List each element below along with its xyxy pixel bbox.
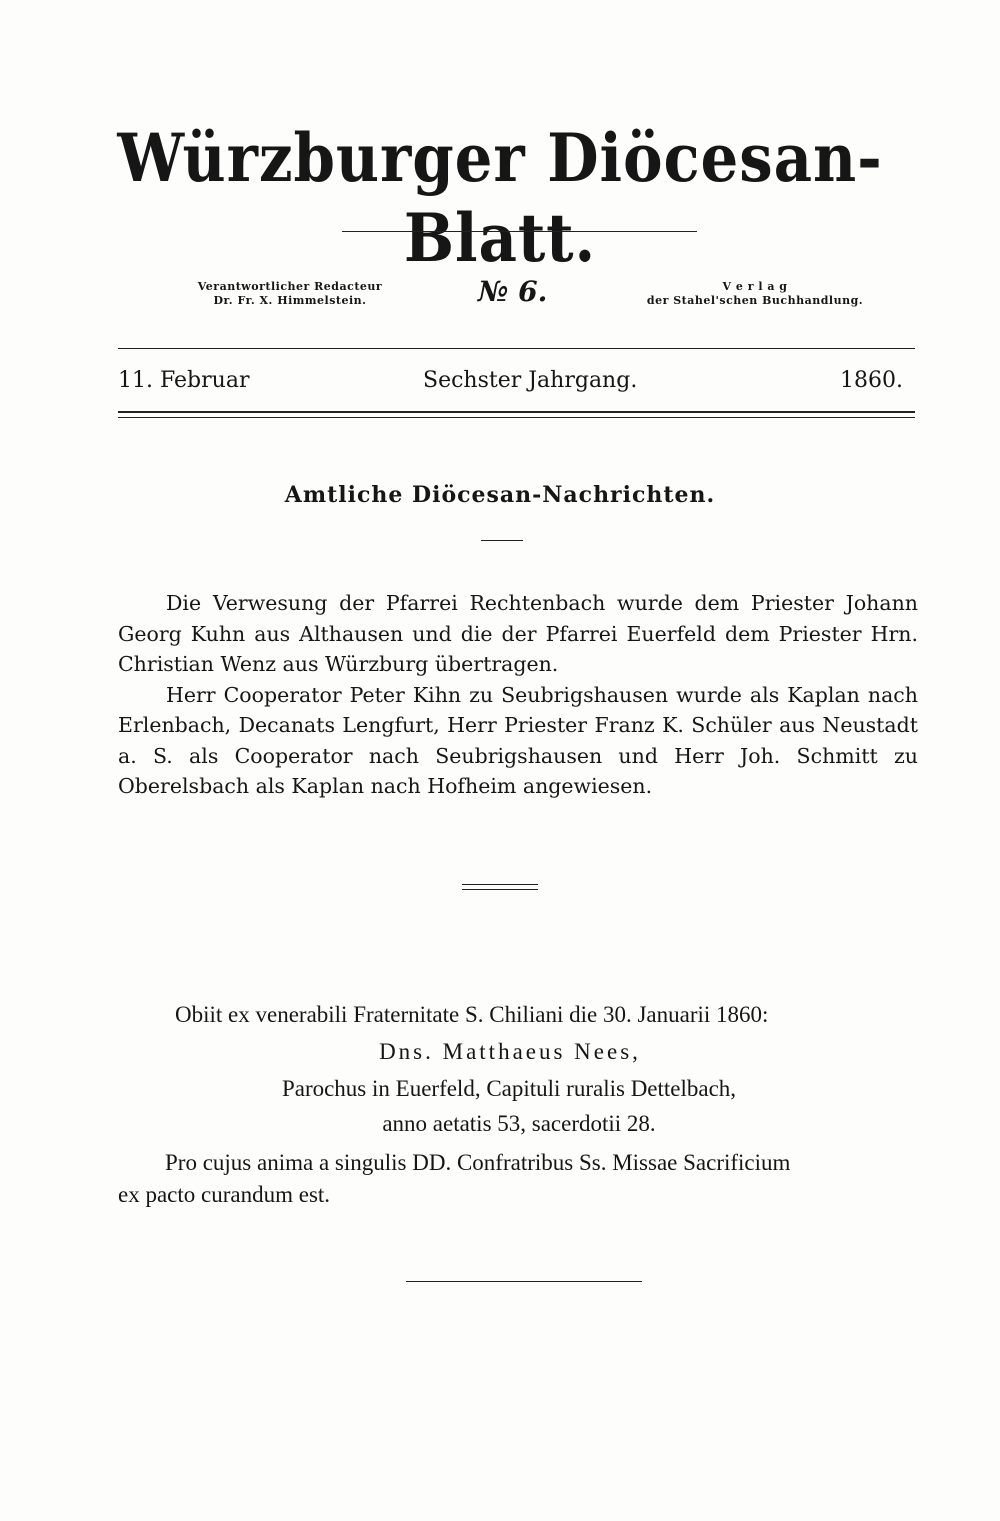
section-title: Amtliche Diöcesan-Nachrichten. [284, 482, 716, 508]
obituary-line-1: Obiit ex venerabili Fraternitate S. Chiliani die 30. Januarii 1860: [175, 1002, 769, 1027]
closing-rule [406, 1281, 642, 1282]
masthead-title: Würzburger Diöcesan-Blatt. [117, 119, 883, 277]
obituary-line-4: anno aetatis 53, sacerdotii 28. [382, 1111, 656, 1136]
publisher-block [640, 280, 870, 308]
editor-name: Dr. Fr. X. Himmelstein. [213, 294, 367, 307]
publisher-label: V e r l a g [722, 280, 788, 293]
dateline-top-rule [118, 348, 915, 349]
dateline-rule-1 [118, 411, 915, 413]
issue-number: № 6. [478, 275, 548, 308]
announcement-paragraph-1: Die Verwesung der Pfarrei Rechtenbach wurde dem Priester Johann Georg Kuhn aus Althausen und die der Pfarrei Euerfeld dem Priester Hrn. Christian Wenz aus Würzburg übertragen. [118, 591, 918, 676]
announcement-paragraph-2: Herr Cooperator Peter Kihn zu Seubrigshausen wurde als Kaplan nach Erlenbach, Decanats Lengfurt, Herr Priester Franz K. Schüler aus Neustadt a. S. als Cooperator nach Seubrigshausen und Herr Joh. Schmitt zu Oberelsbach als Kaplan nach Hofheim angewiesen. [118, 682, 918, 798]
double-divider-top [462, 884, 538, 885]
obituary-line-6: ex pacto curandum est. [118, 1182, 331, 1207]
volume-label: Sechster Jahrgang. [423, 368, 638, 393]
obituary-line-3: Parochus in Euerfeld, Capituli ruralis Dettelbach, [281, 1076, 737, 1101]
masthead-rule [342, 231, 697, 232]
obituary-name: Dns. Matthaeus Nees, [379, 1039, 641, 1064]
publisher-name: der Stahel'schen Buchhandlung. [646, 294, 864, 307]
editor-label: Verantwortlicher Redacteur [197, 280, 383, 293]
dateline-rule-2 [118, 417, 915, 418]
editor-block [190, 280, 390, 308]
issue-year: 1860. [840, 368, 903, 393]
obituary-line-5: Pro cujus anima a singulis DD. Confratribus Ss. Missae Sacrificium [165, 1150, 791, 1175]
section-divider [481, 540, 523, 541]
issue-date: 11. Februar [118, 368, 250, 393]
announcements [118, 588, 918, 802]
double-divider-bottom [462, 889, 538, 890]
